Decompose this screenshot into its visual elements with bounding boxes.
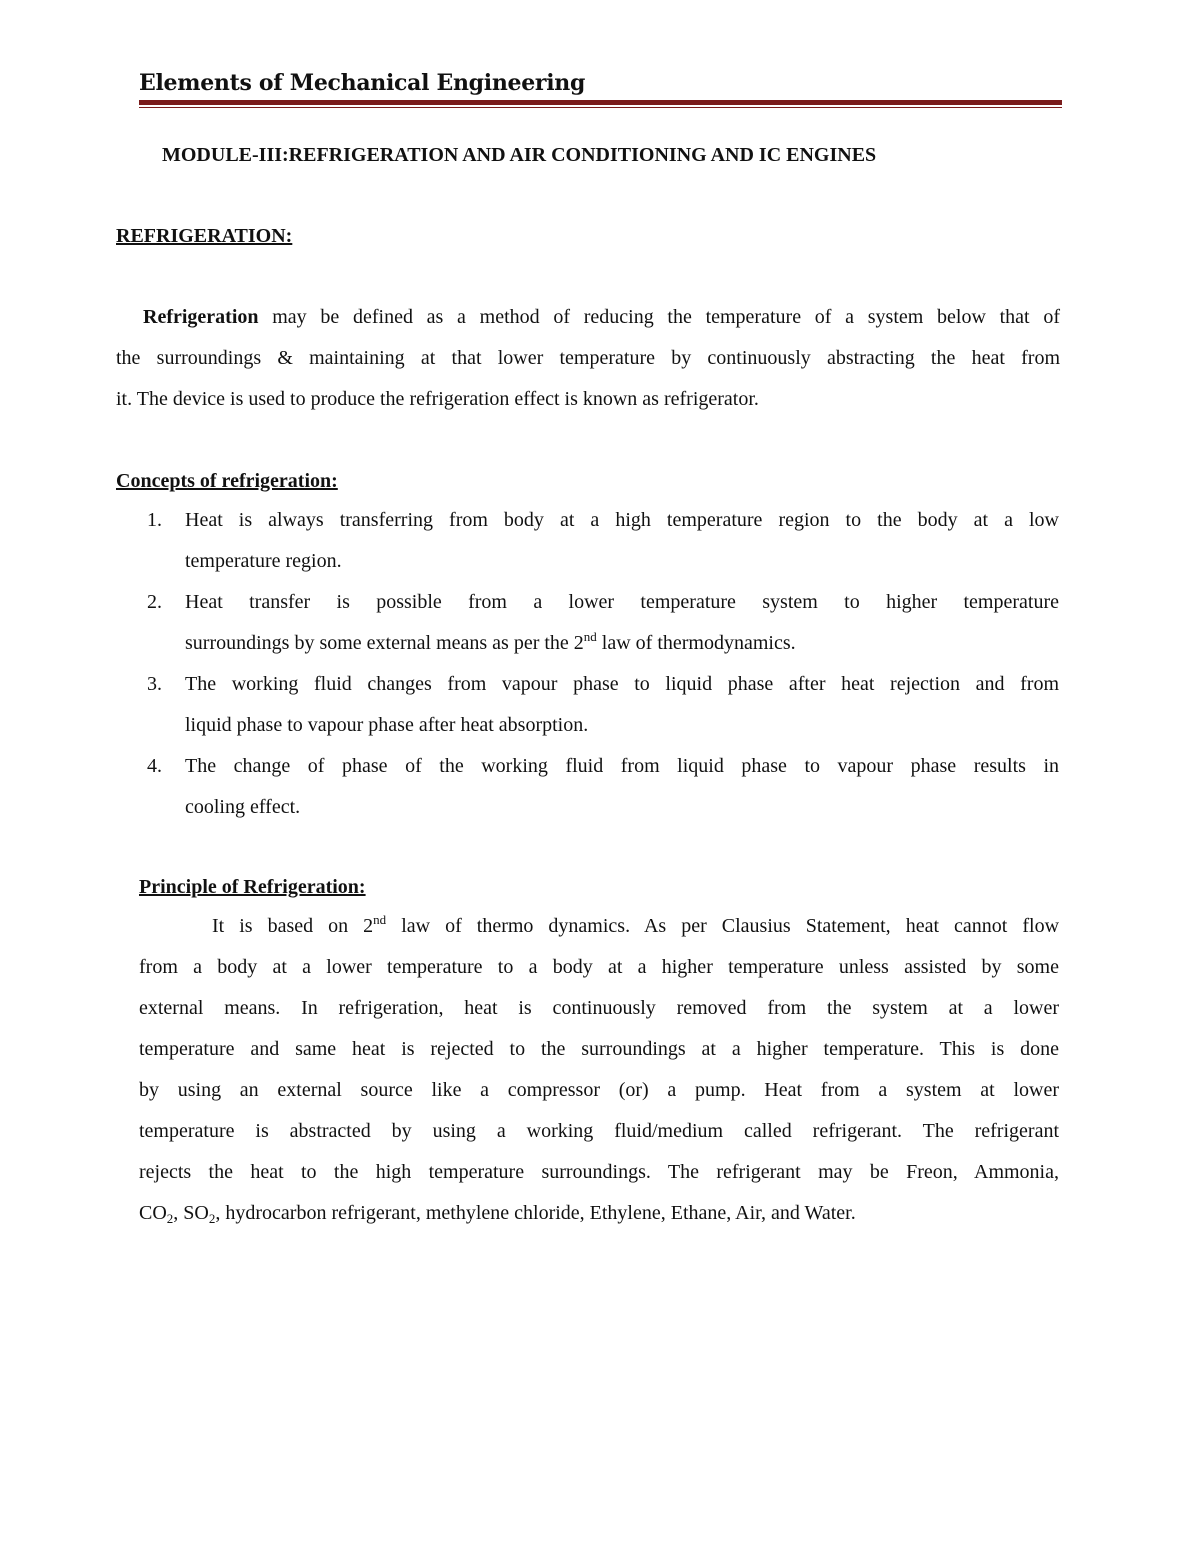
principle-paragraph bbox=[139, 906, 1059, 1234]
concept-1-line-1: Heat is always transferring from body at a high temperature region to the body at a low bbox=[185, 509, 1059, 531]
subscript: 2 bbox=[208, 1211, 216, 1226]
concept-4-line-2: cooling effect. bbox=[185, 796, 301, 818]
principle-line-6: temperature is abstracted by using a working fluid/medium called refrigerant. The refrigerant bbox=[139, 1120, 1059, 1142]
principle-line-1-post: law of thermo dynamics. As per Clausius Statement, heat cannot flow bbox=[386, 915, 1060, 937]
definition-line-2: the surroundings & maintaining at that lower temperature by continuously abstracting the heat from bbox=[116, 347, 1060, 369]
module-title: MODULE-III:REFRIGERATION AND AIR CONDITIONING AND IC ENGINES bbox=[162, 144, 877, 166]
ordinal-superscript: nd bbox=[373, 912, 387, 927]
concept-3-line-1: The working fluid changes from vapour phase to liquid phase after heat rejection and from bbox=[185, 673, 1059, 695]
header-rule-thin bbox=[139, 107, 1062, 108]
definition-line-1 bbox=[116, 297, 1060, 338]
principle-line-8 bbox=[139, 1193, 1059, 1234]
refrigeration-heading: REFRIGERATION: bbox=[116, 225, 293, 247]
concept-number: 2. bbox=[147, 591, 162, 613]
principle-heading: Principle of Refrigeration: bbox=[139, 876, 366, 898]
concepts-list bbox=[139, 500, 1059, 828]
principle-line-5: by using an external source like a compressor (or) a pump. Heat from a system at lower bbox=[139, 1079, 1059, 1101]
running-header: Elements of Mechanical Engineering bbox=[139, 70, 586, 96]
principle-line-8-post: , hydrocarbon refrigerant, methylene chloride, Ethylene, Ethane, Air, and Water. bbox=[215, 1202, 856, 1224]
concept-number: 4. bbox=[147, 755, 162, 777]
principle-line-1-pre: It is based on 2 bbox=[212, 915, 374, 937]
definition-line-3: it. The device is used to produce the refrigeration effect is known as refrigerator. bbox=[116, 388, 759, 410]
concept-2-line-1: Heat transfer is possible from a lower temperature system to higher temperature bbox=[185, 591, 1059, 613]
concepts-heading: Concepts of refrigeration: bbox=[116, 470, 338, 492]
concept-2-line-2-pre: surroundings by some external means as per the 2 bbox=[185, 632, 584, 654]
concept-2-line-2 bbox=[185, 623, 1059, 664]
co-text: CO bbox=[139, 1202, 167, 1224]
concept-item-2 bbox=[139, 582, 1059, 664]
principle-line-7: rejects the heat to the high temperature surroundings. The refrigerant may be Freon, Ammonia, bbox=[139, 1161, 1059, 1183]
concept-number: 1. bbox=[147, 509, 162, 531]
ordinal-superscript: nd bbox=[583, 629, 597, 644]
concept-item-4 bbox=[139, 746, 1059, 828]
subscript: 2 bbox=[166, 1211, 174, 1226]
concept-4-line-1: The change of phase of the working fluid from liquid phase to vapour phase results in bbox=[185, 755, 1059, 777]
principle-line-2: from a body at a lower temperature to a body at a higher temperature unless assisted by some bbox=[139, 956, 1059, 978]
header-rule bbox=[139, 100, 1062, 105]
concept-3-line-2: liquid phase to vapour phase after heat absorption. bbox=[185, 714, 589, 736]
concept-2-line-2-post: law of thermodynamics. bbox=[596, 632, 796, 654]
concept-1-line-2: temperature region. bbox=[185, 550, 342, 572]
principle-line-4: temperature and same heat is rejected to the surroundings at a higher temperature. This is done bbox=[139, 1038, 1059, 1060]
refrigeration-term: Refrigeration bbox=[143, 306, 259, 328]
principle-line-1 bbox=[139, 906, 1059, 947]
principle-line-3: external means. In refrigeration, heat is continuously removed from the system at a lower bbox=[139, 997, 1059, 1019]
so-text: , SO bbox=[173, 1202, 209, 1224]
concept-number: 3. bbox=[147, 673, 162, 695]
concept-item-1 bbox=[139, 500, 1059, 582]
definition-line-1-text: may be defined as a method of reducing the temperature of a system below that of bbox=[258, 306, 1060, 328]
refrigeration-definition bbox=[116, 297, 1060, 420]
concept-item-3 bbox=[139, 664, 1059, 746]
